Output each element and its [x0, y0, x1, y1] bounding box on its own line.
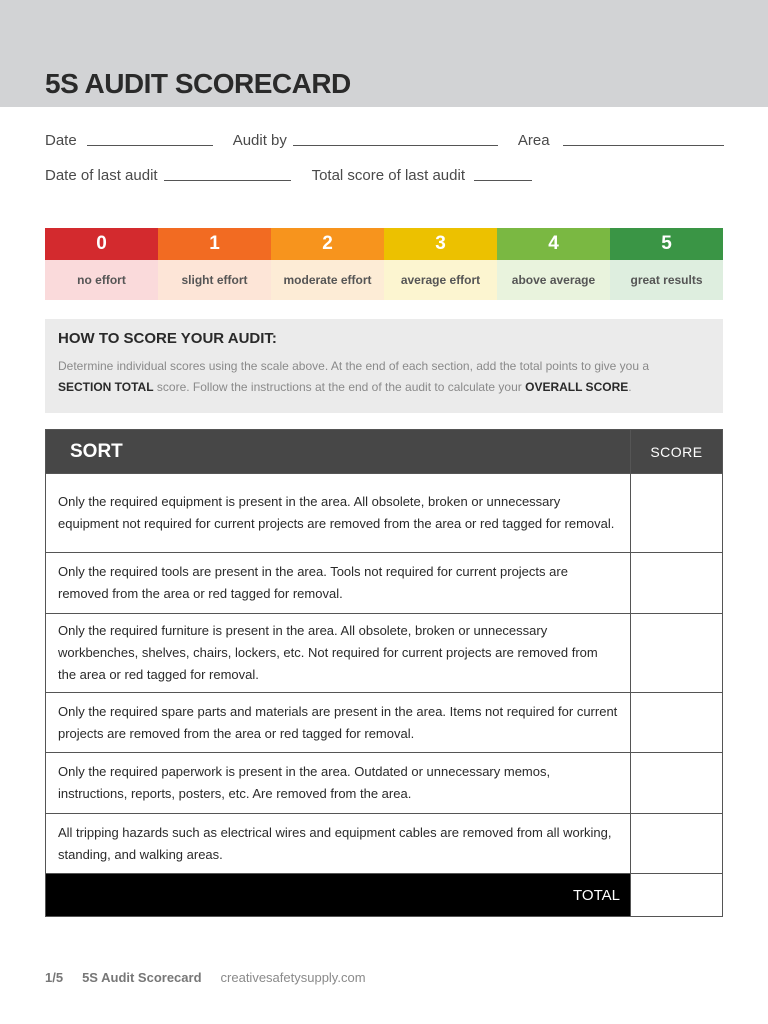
total-row [46, 874, 723, 917]
criterion-text: Only the required tools are present in the area. Tools not required for current projects are removed from the area or red tagged for removal. [46, 553, 631, 614]
how-to-line-1: Determine individual scores using the scale above. At the end of each section, add the total points to give you a [58, 359, 650, 373]
area-field[interactable] [563, 145, 724, 146]
total-score-last-label: Total score of last audit [311, 167, 465, 184]
table-row [46, 614, 723, 693]
scale-label: average effort [384, 260, 497, 300]
criterion-text: Only the required furniture is present in the area. All obsolete, broken or unnecessary workbenches, shelves, chairs, lockers, etc. Not required for current projects are removed from the area or red tagged for removal. [46, 614, 631, 693]
scale-number: 1 [158, 228, 271, 260]
sort-section-table [45, 429, 723, 917]
overall-score-term: OVERALL SCORE [525, 380, 629, 394]
scale-number: 3 [384, 228, 497, 260]
table-row [46, 553, 723, 614]
criterion-text: Only the required equipment is present in the area. All obsolete, broken or unnecessary equipment not required for current projects are removed from the area or red tagged for removal. [46, 474, 631, 553]
scale-number: 2 [271, 228, 384, 260]
section-title: SORT [46, 430, 631, 474]
date-label: Date [45, 132, 77, 149]
table-row [46, 814, 723, 874]
scale-number: 0 [45, 228, 158, 260]
scale-label: great results [610, 260, 723, 300]
score-cell[interactable] [631, 753, 723, 814]
criterion-text: Only the required spare parts and materials are present in the area. Items not required for current projects are removed from the area or red tagged for removal. [46, 693, 631, 753]
section-total-term: SECTION TOTAL [58, 380, 154, 394]
scale-label: above average [497, 260, 610, 300]
scale-number: 4 [497, 228, 610, 260]
website: creativesafetysupply.com [220, 970, 366, 985]
score-scale [45, 228, 723, 300]
date-field[interactable] [87, 145, 213, 146]
how-to-score-box [45, 319, 723, 413]
scale-cell-5 [610, 228, 723, 300]
area-label: Area [517, 132, 550, 149]
score-cell[interactable] [631, 693, 723, 753]
section-header-row [46, 430, 723, 474]
score-cell[interactable] [631, 814, 723, 874]
date-last-audit-label: Date of last audit [45, 167, 158, 184]
scale-cell-1 [158, 228, 271, 300]
score-cell[interactable] [631, 474, 723, 553]
audit-by-field[interactable] [293, 145, 498, 146]
info-fields-row-1 [45, 132, 724, 149]
table-row [46, 753, 723, 814]
score-cell[interactable] [631, 553, 723, 614]
scale-cell-2 [271, 228, 384, 300]
how-to-line-2: score. Follow the instructions at the end of the audit to calculate your [153, 380, 526, 394]
score-cell[interactable] [631, 614, 723, 693]
table-row [46, 474, 723, 553]
scale-cell-0 [45, 228, 158, 300]
total-label: TOTAL [46, 874, 631, 917]
scale-number: 5 [610, 228, 723, 260]
scale-label: no effort [45, 260, 158, 300]
scale-label: slight effort [158, 260, 271, 300]
how-to-heading: HOW TO SCORE YOUR AUDIT: [58, 330, 277, 347]
page-title: 5S AUDIT SCORECARD [45, 68, 351, 99]
table-row [46, 693, 723, 753]
scale-cell-4 [497, 228, 610, 300]
date-last-audit-field[interactable] [164, 180, 291, 181]
criterion-text: Only the required paperwork is present in the area. Outdated or unnecessary memos, instructions, reports, posters, etc. Are removed from the area. [46, 753, 631, 814]
document-name: 5S Audit Scorecard [82, 970, 202, 985]
page-footer [45, 970, 366, 985]
total-score-last-field[interactable] [474, 180, 532, 181]
criterion-text: All tripping hazards such as electrical wires and equipment cables are removed from all working, standing, and walking areas. [46, 814, 631, 874]
total-score-cell[interactable] [631, 874, 723, 917]
info-fields-row-2 [45, 167, 532, 184]
score-column-header: SCORE [631, 430, 723, 474]
audit-by-label: Audit by [232, 132, 287, 149]
page-number: 1/5 [45, 970, 64, 985]
scale-cell-3 [384, 228, 497, 300]
how-to-text [58, 356, 710, 398]
scale-label: moderate effort [271, 260, 384, 300]
how-to-line-end: . [628, 380, 632, 394]
